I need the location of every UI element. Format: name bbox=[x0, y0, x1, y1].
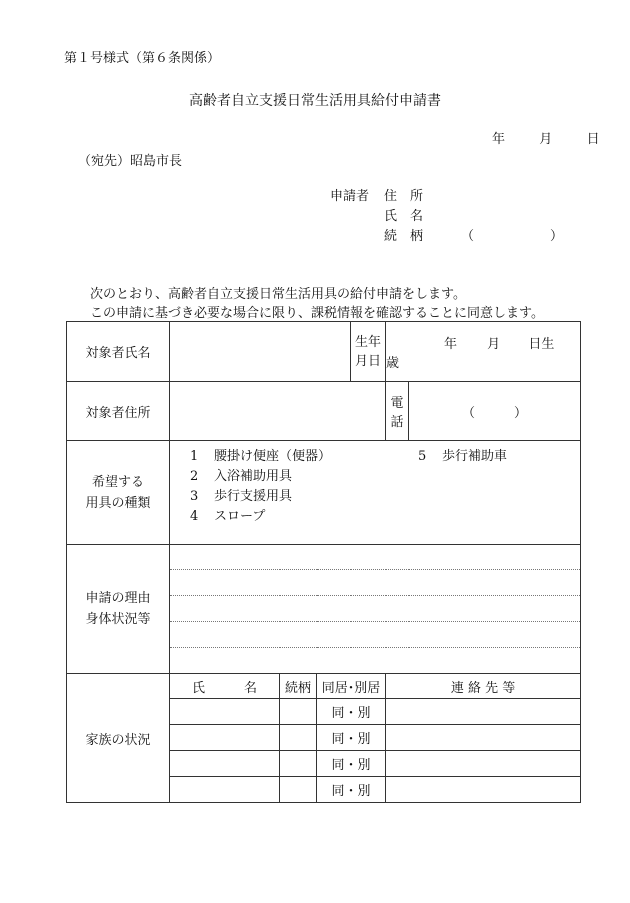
goods-item-4[interactable]: 4 スロープ bbox=[190, 509, 266, 524]
family-living-cell[interactable]: 同・別 bbox=[317, 751, 386, 777]
goods-list bbox=[170, 441, 581, 545]
reason-line[interactable] bbox=[170, 622, 581, 648]
relation-paren-close: ） bbox=[550, 229, 564, 244]
goods-item-3[interactable]: 3 歩行支援用具 bbox=[190, 489, 293, 504]
subject-name-field[interactable] bbox=[170, 322, 351, 382]
birth-label bbox=[351, 322, 386, 382]
date-line bbox=[492, 128, 600, 147]
page-title: 高齢者自立支援日常生活用具給付申請書 bbox=[189, 93, 441, 109]
date-month: 月 bbox=[539, 132, 553, 147]
subject-name-row bbox=[67, 322, 581, 382]
body-line-1: 次のとおり、高齢者自立支援日常生活用具の給付申請をします。 bbox=[90, 287, 466, 302]
body-text bbox=[90, 285, 544, 323]
goods-item-2[interactable]: 2 入浴補助用具 bbox=[190, 469, 293, 484]
subject-address-label: 対象者住所 bbox=[67, 382, 170, 441]
reason-row-1 bbox=[67, 545, 581, 570]
goods-item-5[interactable]: 5 歩行補助車 bbox=[418, 449, 508, 464]
form-number: 第１号様式（第６条関係） bbox=[64, 51, 221, 66]
family-header-row bbox=[67, 674, 581, 699]
date-day: 日 bbox=[586, 132, 600, 147]
applicant-label: 申請者 bbox=[330, 189, 370, 204]
reason-label-2: 身体状況等 bbox=[85, 612, 151, 627]
age: 歳 bbox=[386, 355, 400, 371]
subject-address-row bbox=[67, 382, 581, 441]
relation-paren-open: （ bbox=[461, 229, 475, 244]
subject-address-field[interactable] bbox=[170, 382, 386, 441]
applicant-address-label: 住 所 bbox=[384, 189, 424, 204]
family-header-name: 氏 名 bbox=[170, 674, 280, 699]
family-contact-cell[interactable] bbox=[386, 699, 581, 725]
family-living-cell[interactable]: 同・別 bbox=[317, 699, 386, 725]
goods-label bbox=[67, 441, 170, 545]
family-relation-cell[interactable] bbox=[280, 751, 317, 777]
goods-label-1: 希望する bbox=[91, 474, 144, 490]
family-relation-cell[interactable] bbox=[280, 777, 317, 803]
family-header-relation: 続柄 bbox=[280, 674, 317, 699]
family-name-cell[interactable] bbox=[170, 751, 280, 777]
applicant-block bbox=[330, 187, 563, 247]
goods-item-1[interactable]: 1 腰掛け便座（便器） bbox=[190, 449, 332, 464]
application-table bbox=[66, 321, 581, 803]
family-name-cell[interactable] bbox=[170, 699, 280, 725]
phone-field[interactable]: （ ） bbox=[409, 382, 581, 441]
family-living-cell[interactable]: 同・別 bbox=[317, 725, 386, 751]
goods-label-2: 用具の種類 bbox=[85, 495, 151, 511]
body-line-2: この申請に基づき必要な場合に限り、課税情報を確認することに同意します。 bbox=[90, 306, 544, 321]
goods-row bbox=[67, 441, 581, 545]
reason-label bbox=[67, 545, 170, 674]
family-name-cell[interactable] bbox=[170, 777, 280, 803]
reason-line[interactable] bbox=[170, 648, 581, 674]
addressee: （宛先）昭島市長 bbox=[78, 154, 183, 169]
family-contact-cell[interactable] bbox=[386, 725, 581, 751]
family-relation-cell[interactable] bbox=[280, 699, 317, 725]
family-header-contact: 連 絡 先 等 bbox=[386, 674, 581, 699]
reason-line[interactable] bbox=[170, 570, 581, 596]
birth-month: 月 bbox=[487, 336, 501, 352]
birth-label-1: 生年 bbox=[355, 334, 382, 350]
family-living-cell[interactable]: 同・別 bbox=[317, 777, 386, 803]
family-name-cell[interactable] bbox=[170, 725, 280, 751]
applicant-relation-label: 続 柄 bbox=[384, 229, 424, 244]
family-header-living: 同居･別居 bbox=[317, 674, 386, 699]
family-contact-cell[interactable] bbox=[386, 751, 581, 777]
birth-label-2: 月日 bbox=[355, 353, 382, 369]
birth-field[interactable] bbox=[386, 322, 581, 382]
birth-day: 日生 bbox=[528, 336, 555, 352]
birth-year: 年 bbox=[444, 336, 458, 352]
subject-name-label: 対象者氏名 bbox=[67, 322, 170, 382]
date-year: 年 bbox=[492, 132, 506, 147]
family-contact-cell[interactable] bbox=[386, 777, 581, 803]
family-relation-cell[interactable] bbox=[280, 725, 317, 751]
reason-label-1: 申請の理由 bbox=[85, 591, 151, 606]
applicant-name-label: 氏 名 bbox=[384, 209, 424, 224]
phone-label: 電話 bbox=[386, 382, 409, 441]
reason-line[interactable] bbox=[170, 596, 581, 622]
family-label: 家族の状況 bbox=[67, 674, 170, 803]
reason-line[interactable] bbox=[170, 545, 581, 570]
